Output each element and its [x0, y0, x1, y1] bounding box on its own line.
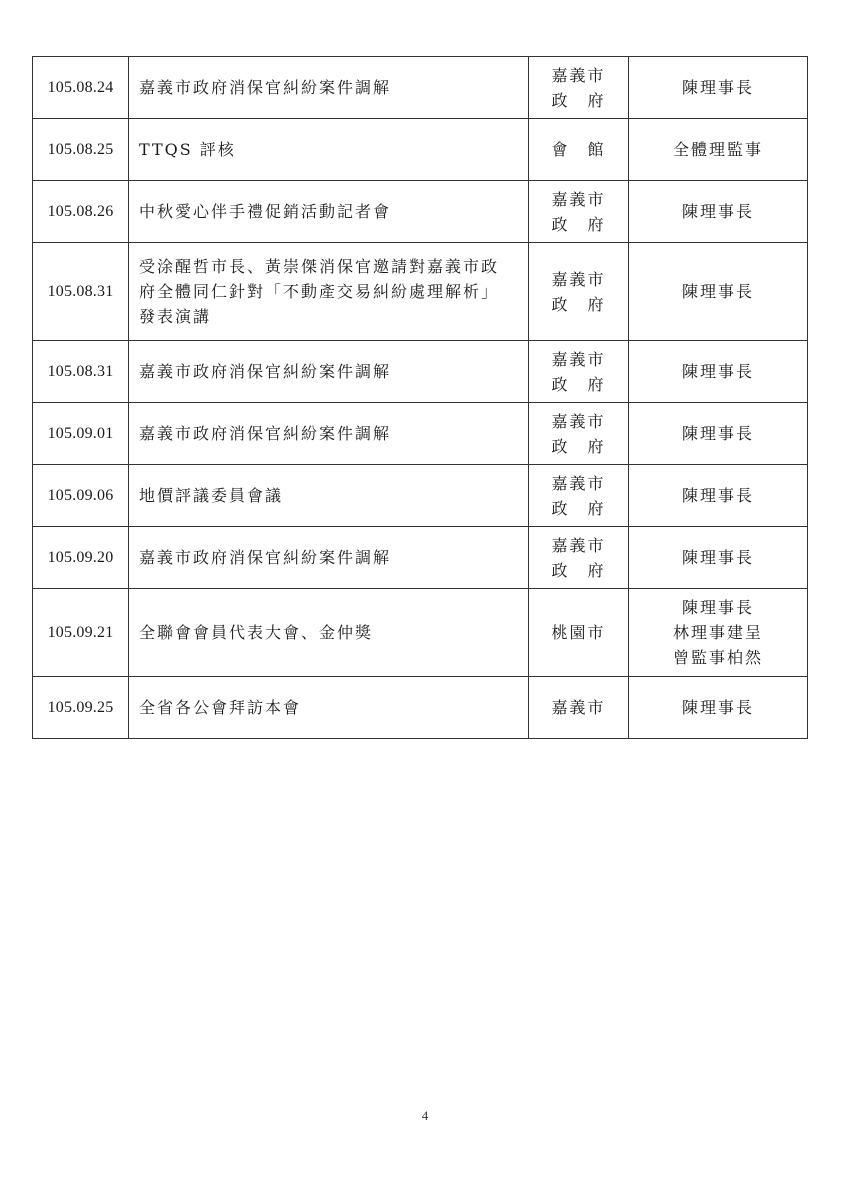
table-row — [33, 403, 808, 465]
attendee-cell: 陳理事長 — [629, 527, 808, 589]
date-cell: 105.09.06 — [33, 465, 129, 527]
attendee-cell: 陳理事長 — [629, 677, 808, 739]
event-cell: 中秋愛心伴手禮促銷活動記者會 — [129, 181, 529, 243]
event-cell: 全聯會會員代表大會、金仲獎 — [129, 589, 529, 677]
event-cell: 嘉義市政府消保官糾紛案件調解 — [129, 403, 529, 465]
event-cell: 嘉義市政府消保官糾紛案件調解 — [129, 527, 529, 589]
date-cell: 105.08.24 — [33, 57, 129, 119]
date-cell: 105.09.21 — [33, 589, 129, 677]
attendee-cell: 陳理事長 — [629, 57, 808, 119]
date-cell: 105.08.25 — [33, 119, 129, 181]
location-cell: 嘉義市 政 府 — [529, 57, 629, 119]
date-cell: 105.08.26 — [33, 181, 129, 243]
date-cell: 105.08.31 — [33, 243, 129, 341]
attendee-cell: 陳理事長 — [629, 403, 808, 465]
location-cell: 嘉義市 政 府 — [529, 465, 629, 527]
location-cell: 嘉義市 政 府 — [529, 181, 629, 243]
table-row — [33, 677, 808, 739]
attendee-cell: 陳理事長 — [629, 465, 808, 527]
event-cell: TTQS 評核 — [129, 119, 529, 181]
date-cell: 105.08.31 — [33, 341, 129, 403]
location-cell: 嘉義市 — [529, 677, 629, 739]
table-row — [33, 527, 808, 589]
event-cell: 嘉義市政府消保官糾紛案件調解 — [129, 341, 529, 403]
event-cell: 受涂醒哲市長、黃崇傑消保官邀請對嘉義市政 府全體同仁針對「不動產交易糾紛處理解析」 發表演講 — [129, 243, 529, 341]
event-cell: 嘉義市政府消保官糾紛案件調解 — [129, 57, 529, 119]
location-cell: 嘉義市 政 府 — [529, 403, 629, 465]
event-cell: 全省各公會拜訪本會 — [129, 677, 529, 739]
table-row — [33, 341, 808, 403]
date-cell: 105.09.01 — [33, 403, 129, 465]
location-cell: 嘉義市 政 府 — [529, 527, 629, 589]
date-cell: 105.09.20 — [33, 527, 129, 589]
table-row — [33, 181, 808, 243]
table-row — [33, 119, 808, 181]
date-cell: 105.09.25 — [33, 677, 129, 739]
attendee-cell: 陳理事長 — [629, 243, 808, 341]
table-row — [33, 589, 808, 677]
table-row — [33, 243, 808, 341]
location-cell: 嘉義市 政 府 — [529, 341, 629, 403]
event-cell: 地價評議委員會議 — [129, 465, 529, 527]
activity-schedule-table — [32, 56, 808, 739]
location-cell: 桃園市 — [529, 589, 629, 677]
location-cell: 會 館 — [529, 119, 629, 181]
attendee-cell: 陳理事長 林理事建呈 曾監事柏然 — [629, 589, 808, 677]
attendee-cell: 陳理事長 — [629, 341, 808, 403]
location-cell: 嘉義市 政 府 — [529, 243, 629, 341]
attendee-cell: 全體理監事 — [629, 119, 808, 181]
attendee-cell: 陳理事長 — [629, 181, 808, 243]
table-row — [33, 57, 808, 119]
page-number: 4 — [421, 1108, 429, 1123]
table-row — [33, 465, 808, 527]
